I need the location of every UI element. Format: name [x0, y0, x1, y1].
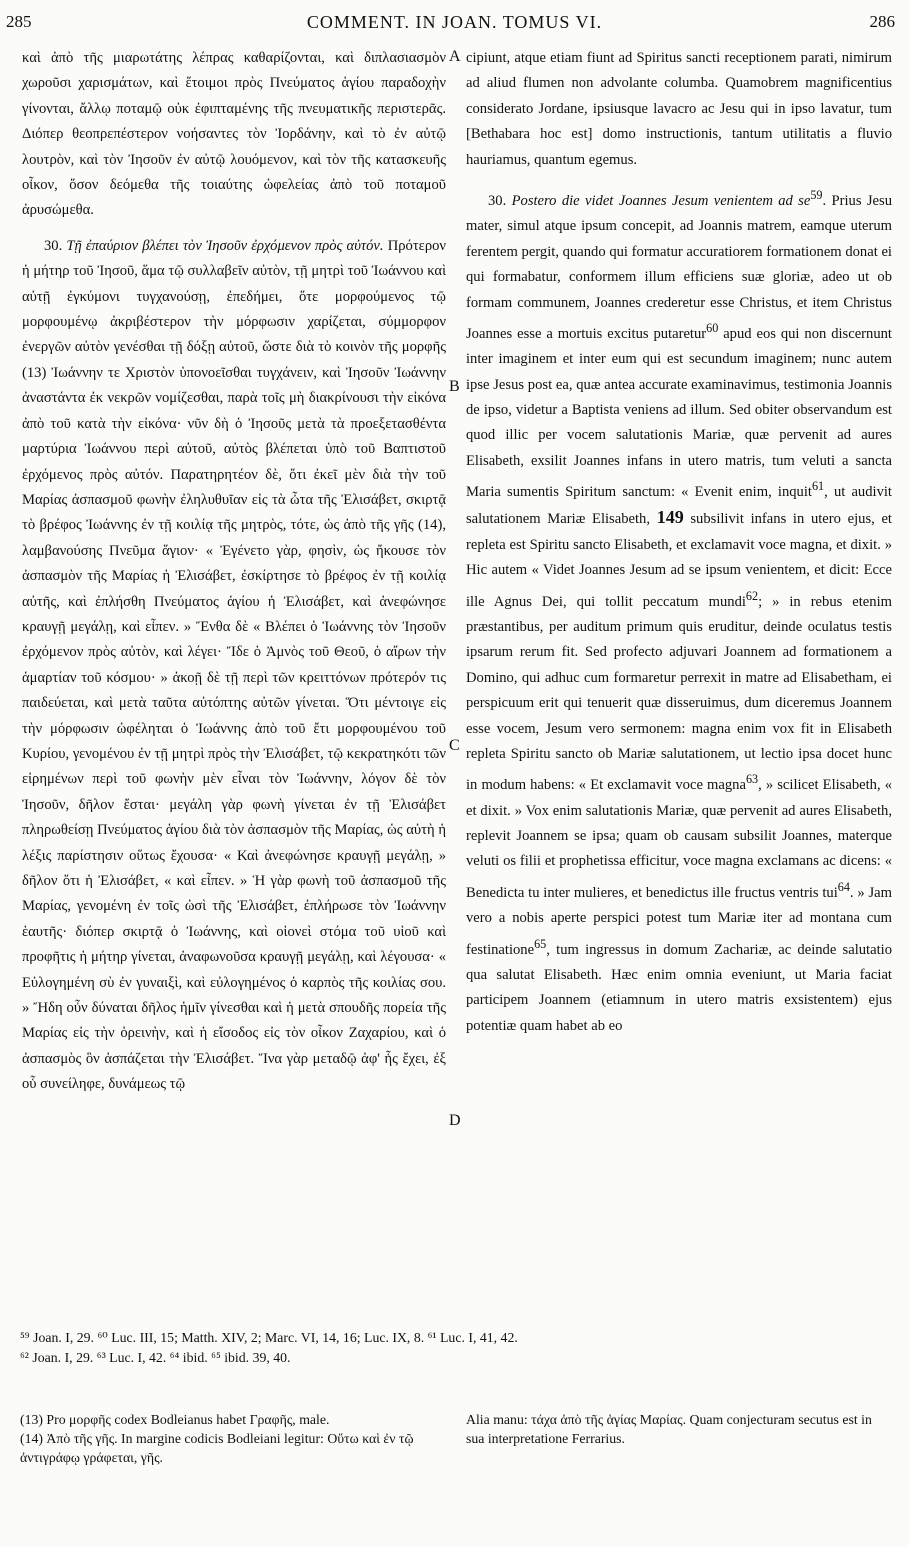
latin-text-d: subsilivit infans in utero ejus, et repleta est Spiritu sancto Elisabeth, et exclamavit voce magna, et dixit. » Hic autem « Videt Joannes Jesum ad se ipsum venientem, et dicit: Ecce ille Agnus Dei, qui tollit peccatum mundi — [466, 511, 892, 610]
running-title: COMMENT. IN JOAN. TOMUS VI. — [306, 12, 603, 32]
scripture-references — [20, 1328, 890, 1368]
footnote-14: (14) Ἀπὸ τῆς γῆς. In margine codicis Bodleiani legitur: Οὕτω καὶ ἐν τῷ ἀντιγράφῳ γράφεται, γῆς. — [20, 1431, 414, 1465]
note-ref: 59 — [810, 188, 823, 203]
note-ref: 64 — [837, 879, 850, 894]
scripture-refs-line-1: ⁵⁹ Joan. I, 29. ⁶⁰ Luc. III, 15; Matth. XIV, 2; Marc. VI, 14, 16; Luc. IX, 8. ⁶¹ Luc. I, 41, 42. — [20, 1330, 518, 1345]
margin-letter-c: C — [449, 737, 460, 754]
footnotes-left — [20, 1410, 460, 1467]
latin-paragraph-30 — [466, 183, 892, 1039]
section-number: 30. — [488, 192, 507, 209]
latin-text-a: . Prius Jesu mater, simul atque ipsum concepit, ad Joannis matrem, eamque uterum ferentem pergit, quando qui formatur accuratiorem formationem donat ei qui formabatur, conformem illum efficiens suæ gloriæ, adeo ut ob formam communem, Joannes crederetur esse Christus, et item Christus Joannes esse a mortuis excitus putaretur — [466, 192, 892, 342]
greek-column — [22, 46, 446, 1098]
note-ref: 63 — [745, 772, 759, 787]
latin-text-g: . » Jam vero a nobis aperte perspici potest tum Mariæ iter ad montana cum festinatione — [466, 884, 892, 958]
footnotes-right — [466, 1410, 890, 1448]
latin-lemma: Postero die videt Joannes Jesum venientem ad se — [511, 192, 811, 209]
latin-text-h: , tum ingressus in domum Zachariæ, ac deinde salutatio qua salutat Elisabeth. Hæc enim omnia eveniunt, ut Maria faciat participem Joannem (etiamnum in utero matris exsistentem) ejus potentiæ quam habet ab eo — [466, 941, 892, 1034]
scripture-refs-line-2: ⁶² Joan. I, 29. ⁶³ Luc. I, 42. ⁶⁴ ibid. ⁶⁵ ibid. 39, 40. — [20, 1350, 291, 1365]
latin-text-b: apud eos qui non discernunt inter imaginem et inter eum qui est secundum imaginem; nunc autem ipse Jesus post ea, quæ antea accurate examinavimus, testimonia Joannis de ipso, videtur a Baptista veniens ad illum. Sed obiter observandum est quod illic per vocem salutationis Mariæ, quæ pervenit ad aures Elisabeth, exsilit Joannes infans in utero matris, tum veluti a sancta Maria sumentis Spiritum sanctum: « Evenit enim, inquit — [466, 325, 892, 501]
footnote-continuation: Alia manu: τάχα ἀπὸ τῆς ἁγίας Μαρίας. Quam conjecturam secutus est in sua interpretatione Ferrarius. — [466, 1412, 872, 1446]
latin-text-f: , » scilicet Elisabeth, « et dixit. » Vox enim salutationis Mariæ, quæ pervenit ad aures Elisabeth, replevit Joannem se ipsa; quam ob causam subsilit Joannes, materque veluti os filii et prophetissa efficitur, voce magna exclamans ac dicens: « Benedicta tu inter mulieres, et benedictus ille fructus ventris tui — [466, 777, 893, 901]
margin-letter-a: A — [449, 48, 461, 65]
latin-text-c: , ut audivit salutationem Mariæ Elisabeth, — [466, 484, 892, 528]
section-number: 30. — [44, 237, 63, 254]
latin-column — [466, 46, 892, 1039]
greek-paragraph-30-text: Πρότερον ἡ μήτηρ τοῦ Ἰησοῦ, ἅμα τῷ συλλαβεῖν αὐτὸν, τῇ μητρὶ τοῦ Ἰωάννου καὶ αὐτῇ ἐγκύμονι τυγχανούσῃ, ἐπεδήμει, ὅτε μορφούμενος τῷ μορφουμένῳ ἀκριβέστερον τὴν μόρφωσιν χαρίζεται, σύμμορφον ἐνεργῶν αὐτὸν γενέσθαι τῇ δόξῃ αὐτοῦ, ὥστε διὰ τὸ κοινὸν τῆς μορφῆς (13) Ἰωάννην τε Χριστὸν ὑπονοεῖσθαι τυγχάνειν, καὶ Ἰησοῦν Ἰωάννην ἀναστάντα ἐκ νεκρῶν νομίζεσθαι, παρὰ τοῖς μὴ διακρίνουσι τὴν εἰκόνα ἀπὸ τοῦ κατὰ τὴν εἰκόνα· νῦν δὴ ὁ Ἰησοῦς μετὰ τὰ προεξετασθέντα μαρτύρια Ἰωάννου περὶ αὐτοῦ, αὐτὸς βλέπεται ὑπὸ τοῦ Βαπτιστοῦ ἐρχόμενος πρὸς αὐτόν. Παρατηρητέον δὲ, ὅτι ἐκεῖ μὲν διὰ τὴν τοῦ Μαρίας ἀσπασμοῦ φωνὴν ἐληλυθυῖαν εἰς τὰ ὦτα τῆς Ἐλισάβετ, σκιρτᾷ τὸ βρέφος Ἰωάννης ἐν τῇ κοιλίᾳ τῆς μητρὸς, τότε, ὡς ἀπὸ τῆς γῆς (14), λαμβανούσης Πνεῦμα ἅγιον· « Ἐγένετο γὰρ, φησὶν, ὡς ἤκουσε τὸν ἀσπασμὸν τῆς Μαρίας ἡ Ἐλισάβετ, ἐσκίρτησε τὸ βρέφος ἐν τῇ κοιλίᾳ αὐτῆς, καὶ ἐπλήσθη Πνεύματος ἁγίου ἡ Ἐλισάβετ, καὶ ἀνεφώνησε κραυγῇ μεγάλῃ, καὶ εἶπεν. » Ἔνθα δὲ « Βλέπει ὁ Ἰωάννης τὸν Ἰησοῦν ἐρχόμενον πρὸς αὐτὸν, καὶ λέγει· Ἴδε ὁ Ἀμνὸς τοῦ Θεοῦ, ὁ αἴρων τὴν ἁμαρτίαν τοῦ κόσμου· » ἀκοῇ δὲ τῇ περὶ τῶν κρειττόνων πρότερόν τις παιδεύεται, καὶ μετὰ ταῦτα αὐτόπτης αὐτῶν γίνεται. Ὅτι μέντοιγε εἰς τὴν μόρφωσιν ὠφέληται ὁ Ἰωάννης ἀπὸ τοῦ ἔτι μορφουμένου τοῦ Κυρίου, γενομένου ἐν τῇ μητρὶ πρὸς τὴν Ἐλισάβετ, τῷ κεκρατηκότι τῶν εἰρημένων περὶ τοῦ φωνὴν μὲν εἶναι τὸν Ἰωάννην, λόγον δὲ τὸν Ἰησοῦν, δῆλον ἔσται· μεγάλη γὰρ φωνὴ γίνεται ἐν τῇ Ἐλισάβετ πληρωθείσῃ Πνεύματος ἁγίου διὰ τὸν ἀσπασμὸν τῆς Μαρίας, ὡς αὐτὴ ἡ λέξις παρίστησιν οὕτως ἔχουσα· « Καὶ ἀνεφώνησε κραυγῇ μεγάλῃ, » δῆλον ὅτι ἡ Ἐλισάβετ, « καὶ εἶπεν. » Ἡ γὰρ φωνὴ τοῦ ἀσπασμοῦ τῆς Μαρίας, γενομένη ἐν τοῖς ὠσὶ τῆς Ἐλισάβετ, ἐπλήρωσε τὸν Ἰωάννην ἑαυτῆς· διόπερ σκιρτᾷ ὁ Ἰωάννης, καὶ οἱονεὶ στόμα τοῦ υἱοῦ καὶ προφῆτις ἡ μήτηρ γίνεται, ἀναφωνοῦσα κραυγῇ μεγάλῃ, καὶ λέγουσα· « Εὐλογημένη σὺ ἐν γυναιξὶ, καὶ εὐλογημένος ὁ καρπὸς τῆς κοιλίας σου. » Ἤδη οὖν δύναται δῆλος ἡμῖν γίνεσθαι καὶ ἡ μετὰ σπουδῆς πορεία τῆς Μαρίας εἰς τὴν ὀρεινὴν, καὶ ἡ εἴσοδος εἰς τὸν οἶκον Ζαχαρίου, καὶ ὁ ἀσπασμὸς ὃν ἀσπάζεται τὴν Ἐλισάβετ. Ἵνα γὰρ μεταδῷ ἀφ' ἧς ἔχει, ἐξ οὗ συνείληφε, δυνάμεως τῷ — [22, 237, 446, 1093]
greek-lemma: Τῇ ἐπαύριον βλέπει τὸν Ἰησοῦν ἐρχόμενον πρὸς αὐτόν. — [66, 237, 384, 254]
margin-letter-d: D — [449, 1112, 461, 1129]
note-ref: 60 — [706, 320, 719, 335]
greek-paragraph-1: καὶ ἀπὸ τῆς μιαρωτάτης λέπρας καθαρίζονται, καὶ διπλασιασμὸν χωροῦσι χαρισμάτων, καὶ ἕτοιμοι πρὸς Πνεύματος ἁγίου παραδοχὴν γίνονται, ἄλλῳ ποταμῷ οὐκ ἐφιπταμένης τῆς πνευματικῆς περιστερᾶς. Διόπερ θεοπρεπέστερον νοήσαντες τὸν Ἰορδάνην, καὶ τὸ ἐν αὐτῷ λουτρὸν, καὶ τὸν Ἰησοῦν ἐν αὐτῷ λουόμενον, καὶ τὸν τῆς κατασκευῆς οἶκον, ὅσον δεόμεθα τῆς τοιαύτης ὠφελείας ἀπὸ τοῦ ποταμοῦ ἀρυσώμεθα. — [22, 50, 446, 219]
note-ref: 61 — [811, 479, 825, 494]
note-ref: 65 — [534, 936, 547, 951]
footnote-13: (13) Pro μορφῆς codex Bodleianus habet Γραφῆς, male. — [20, 1412, 330, 1427]
margin-letter-b: B — [449, 378, 460, 395]
page-number-right: 286 — [869, 12, 895, 31]
page-number-left: 285 — [6, 12, 32, 31]
latin-text-e: ; » in rebus etenim præstantibus, per auditum primum quis eruditur, deinde oculatus testis ipsarum rerum fit. Sed profecto adjuvari Joannem ad formationem a Domino, qui adhuc cum formaretur perrexit in matre ad Elisabetham, ei perspicuum erit qui tenuerit quæ disseruimus, dum diceremus Joannem esse vocem, Jesum vero sermonem: magna enim vox fit in Elisabeth repleta Spiritu sancto ob Mariæ salutationem, ut lectio ipsa docet hunc in modum habens: « Et exclamavit voce magna — [466, 593, 892, 794]
note-ref: 62 — [745, 588, 759, 603]
greek-paragraph-30 — [22, 234, 446, 1098]
latin-paragraph-1: cipiunt, atque etiam fiunt ad Spiritus sancti receptionem parati, nimirum ad aliud flumen non advolante columba. Quamobrem magnificentius considerato Jordane, ipsiusque lavacro ac Jesu qui in ipso lavatur, tum [Bethabara hoc est] domo instructionis, tantum utilitatis a fluvio hauriamus, quantum egemus. — [466, 50, 892, 168]
column-marker: 149 — [656, 507, 684, 528]
running-header — [0, 12, 909, 38]
